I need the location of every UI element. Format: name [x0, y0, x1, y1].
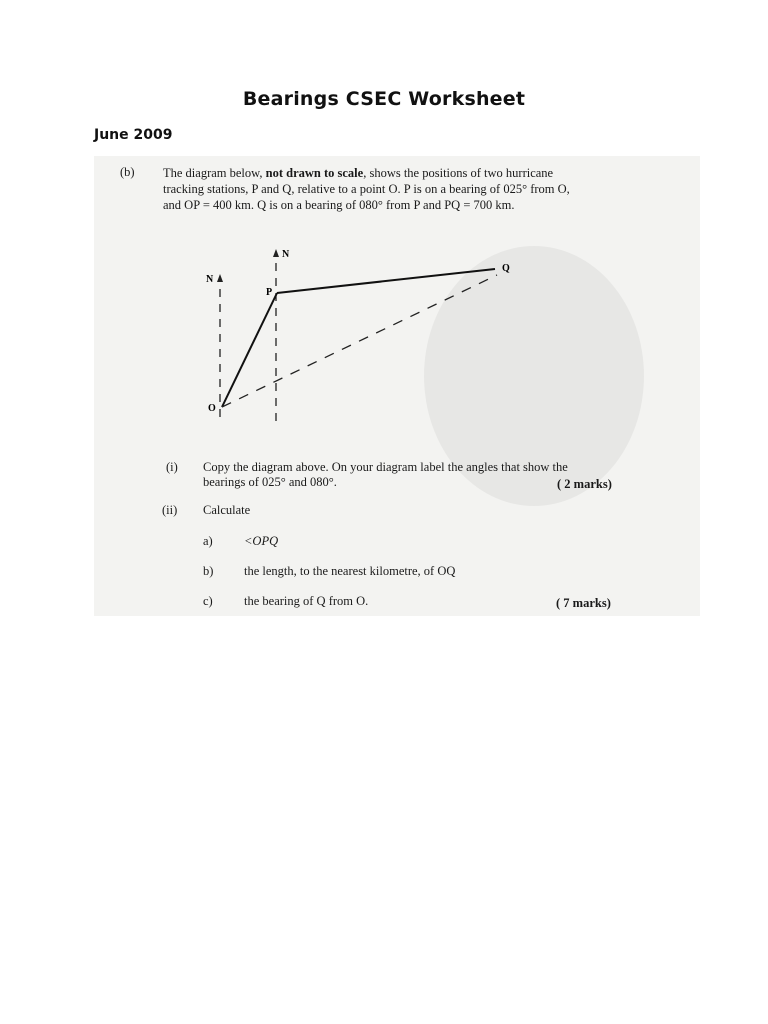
bearings-diagram	[94, 241, 700, 441]
part-ii-b-text: the length, to the nearest kilometre, of OQ	[244, 564, 456, 578]
part-i-marks: ( 2 marks)	[557, 477, 612, 491]
part-ii-b-label: b)	[203, 564, 214, 578]
scanned-question	[94, 156, 700, 616]
line-op	[222, 293, 277, 407]
part-ii-label: (ii)	[162, 503, 178, 517]
part-ii-c-text: the bearing of Q from O.	[244, 594, 369, 608]
intro-line-1: The diagram below, not drawn to scale, shows the positions of two hurricane	[163, 166, 554, 180]
part-ii-a-label: a)	[203, 534, 213, 548]
north-label-p: N	[282, 249, 290, 260]
north-arrow-p	[273, 249, 279, 257]
part-ii-marks: ( 7 marks)	[556, 596, 611, 610]
line-oq	[222, 275, 497, 407]
exam-session-heading: June 2009	[94, 127, 173, 143]
part-i-line-2: bearings of 025° and 080°.	[203, 475, 337, 489]
question-label: (b)	[120, 165, 135, 179]
intro-line-2: tracking stations, P and Q, relative to a point O. P is on a bearing of 025° from O,	[163, 182, 570, 196]
page-title: Bearings CSEC Worksheet	[242, 88, 526, 110]
part-ii-instruction: Calculate	[203, 503, 251, 517]
question-intro	[163, 165, 633, 213]
point-label-q: Q	[502, 263, 510, 274]
part-ii-a-text: <OPQ	[244, 534, 279, 548]
part-ii-c-label: c)	[203, 594, 213, 608]
line-pq	[277, 269, 495, 293]
intro-line-3: and OP = 400 km. Q is on a bearing of 080° from P and PQ = 700 km.	[163, 198, 515, 212]
point-label-p: P	[266, 287, 273, 298]
north-arrow-o	[217, 274, 223, 282]
north-label-o: N	[206, 274, 214, 285]
point-label-o: O	[208, 403, 216, 414]
part-i-line-1: Copy the diagram above. On your diagram label the angles that show the	[203, 460, 568, 474]
part-i-label: (i)	[166, 460, 178, 474]
not-to-scale-emphasis: not drawn to scale	[265, 166, 364, 180]
